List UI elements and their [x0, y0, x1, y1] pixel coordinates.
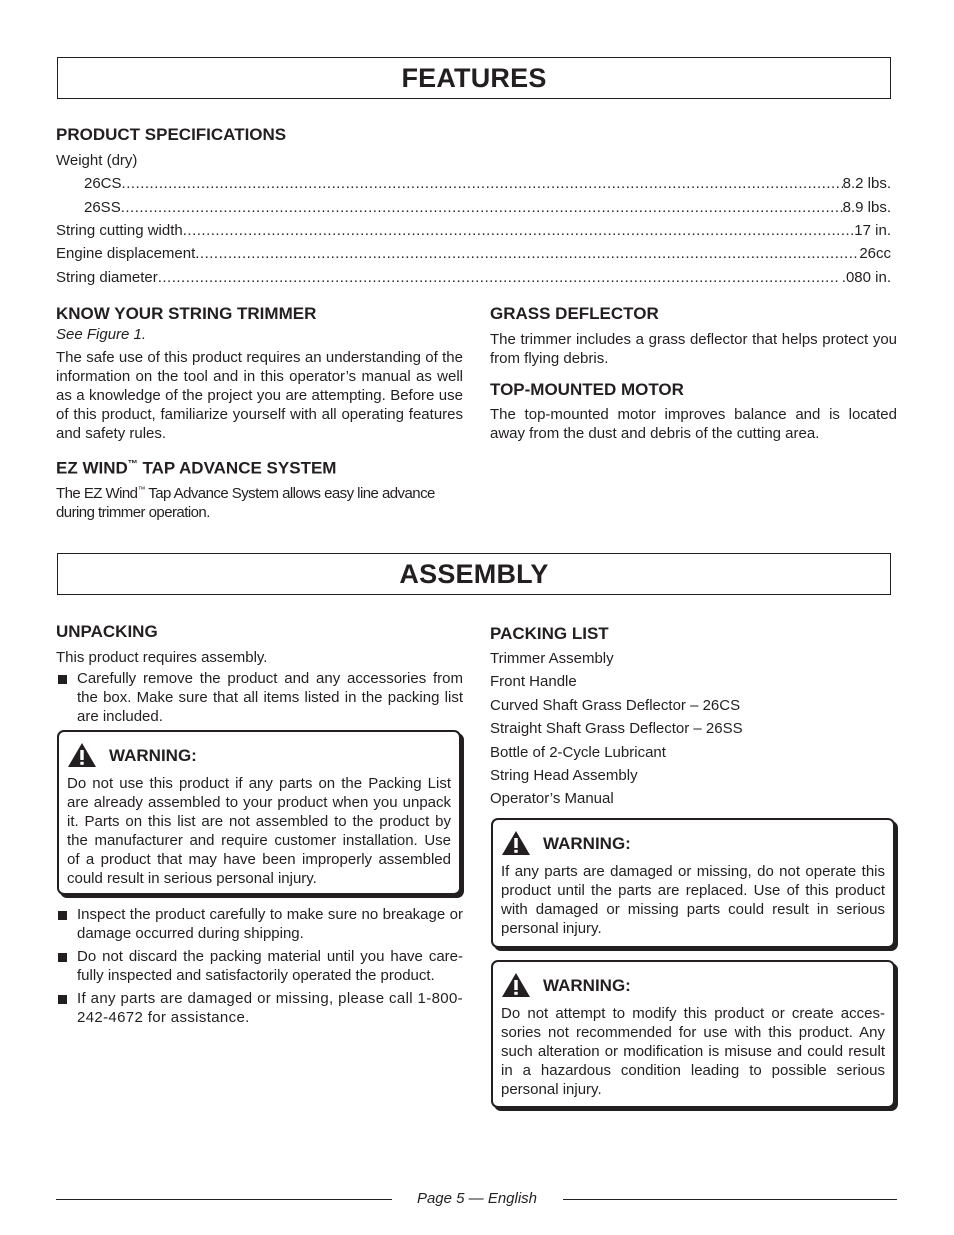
leader-dots — [183, 221, 855, 240]
top-mounted-motor-heading: TOP-MOUNTED MOTOR — [490, 380, 684, 399]
warning-body: Do not use this product if any parts on the Packing List are already assembled to your product when you unpack it. Parts on this list are not assembled to the product by the manufacturer and require customer installation. Use of a product that may have been improperly assembled could result in serious personal injury. — [67, 775, 451, 887]
footer-rule-right — [563, 1199, 897, 1200]
spec-value: 26cc — [859, 245, 891, 262]
footer-rule-left — [56, 1199, 392, 1200]
packing-item: Curved Shaft Grass Deflector – 26CS — [490, 696, 741, 714]
unpacking-heading: UNPACKING — [56, 622, 158, 641]
spec-row-string-diameter — [56, 268, 891, 287]
assembly-banner — [57, 553, 891, 595]
ez-wind-heading — [56, 455, 336, 479]
ez-wind-body-a: The EZ Wind — [56, 485, 138, 502]
warning-body: If any parts are damaged or missing, do not operate this product until the parts are replaced. Use of this product with damaged or missing parts could result in serious personal injury. — [501, 863, 885, 937]
grass-deflector-heading: GRASS DEFLECTOR — [490, 304, 659, 323]
packing-item: Front Handle — [490, 673, 577, 691]
features-title: FEATURES — [401, 63, 547, 93]
packing-item: Operator’s Manual — [490, 790, 614, 808]
list-item: If any parts are damaged or missing, please call 1-800-242-4672 for assistance. — [56, 989, 463, 1027]
spec-value: .080 in. — [837, 269, 891, 286]
top-mounted-motor-body: The top-mounted motor improves balance and is located away from the dust and debris of the cutting area. — [490, 406, 897, 442]
trademark-symbol: ™ — [137, 485, 145, 494]
grass-deflector-body: The trimmer includes a grass deflector that helps protect you from flying debris. — [490, 331, 897, 367]
leader-dots — [122, 174, 843, 193]
unpacking-list-1 — [56, 669, 463, 730]
warning-header — [67, 742, 451, 768]
leader-dots — [121, 198, 843, 217]
warning-triangle-icon — [67, 742, 97, 768]
warning-label: WARNING: — [543, 975, 631, 995]
trademark-symbol: ™ — [127, 459, 138, 470]
list-item: Inspect the product carefully to make sure no breakage or damage occurred during shipping. — [56, 905, 463, 943]
spec-row-engine-displacement — [56, 244, 891, 263]
packing-item: Trimmer Assembly — [490, 650, 614, 667]
know-trimmer-body: The safe use of this product requires an understanding of the information on the tool and in this operator’s manual as well as a knowledge of the project you are attempting. Before use of this product, familiarize yourself with all operating features and safety rules. — [56, 349, 463, 442]
packing-item: String Head Assembly — [490, 766, 638, 784]
spec-label: String diameter — [56, 269, 158, 286]
warning-triangle-icon — [501, 830, 531, 856]
list-item: Do not discard the packing material until you have care-fully inspected and satisfactorily operated the product. — [56, 947, 463, 985]
spec-label: 26CS — [84, 175, 122, 192]
spec-label: 26SS — [84, 199, 121, 216]
warning-header — [501, 972, 885, 998]
list-item: Carefully remove the product and any accessories from the box. Make sure that all items listed in the packing list are included. — [56, 669, 463, 726]
product-specifications-heading: PRODUCT SPECIFICATIONS — [56, 125, 287, 144]
page-footer: Page 5 — English — [416, 1190, 538, 1207]
packing-item: Bottle of 2-Cycle Lubricant — [490, 743, 666, 761]
packing-list-heading: PACKING LIST — [490, 624, 609, 643]
spec-label: Engine displacement — [56, 245, 196, 262]
spec-value: 8.9 lbs. — [842, 199, 891, 216]
spec-row-26cs — [84, 174, 891, 193]
ez-wind-heading-a: EZ WIND — [56, 458, 128, 478]
ez-wind-body-b: Tap Advance System allows easy line advance during trimmer operation. — [56, 485, 435, 521]
spec-row-26ss — [84, 198, 891, 217]
warning-triangle-icon — [501, 972, 531, 998]
warning-body: Do not attempt to modify this product or create acces-sories not recommended for use with this product. Any such alteration or modification is misuse and could result in a hazardous condition leading to possible serious personal injury. — [501, 1005, 885, 1098]
warning-box-modification — [491, 960, 895, 1108]
unpacking-list-2 — [56, 905, 463, 1031]
see-figure-note: See Figure 1. — [56, 326, 147, 343]
warning-box-damaged-parts — [491, 818, 895, 948]
know-trimmer-heading: KNOW YOUR STRING TRIMMER — [56, 304, 317, 323]
weight-label: Weight (dry) — [56, 152, 138, 169]
spec-row-cutting-width — [56, 221, 891, 240]
packing-list — [490, 649, 897, 813]
warning-box-unpacking — [57, 730, 461, 895]
leader-dots — [195, 244, 859, 263]
ez-wind-heading-b: TAP ADVANCE SYSTEM — [137, 458, 337, 478]
warning-label: WARNING: — [543, 833, 631, 853]
spec-label: String cutting width — [56, 222, 183, 239]
leader-dots — [158, 268, 838, 287]
packing-item: Straight Shaft Grass Deflector – 26SS — [490, 720, 743, 738]
warning-label: WARNING: — [109, 745, 197, 765]
assembly-title: ASSEMBLY — [399, 559, 549, 589]
warning-header — [501, 830, 885, 856]
spec-value: 17 in. — [854, 222, 891, 239]
features-banner — [57, 57, 891, 99]
unpacking-intro: This product requires assembly. — [56, 649, 268, 666]
ez-wind-body — [56, 480, 463, 522]
spec-value: 8.2 lbs. — [842, 175, 891, 192]
